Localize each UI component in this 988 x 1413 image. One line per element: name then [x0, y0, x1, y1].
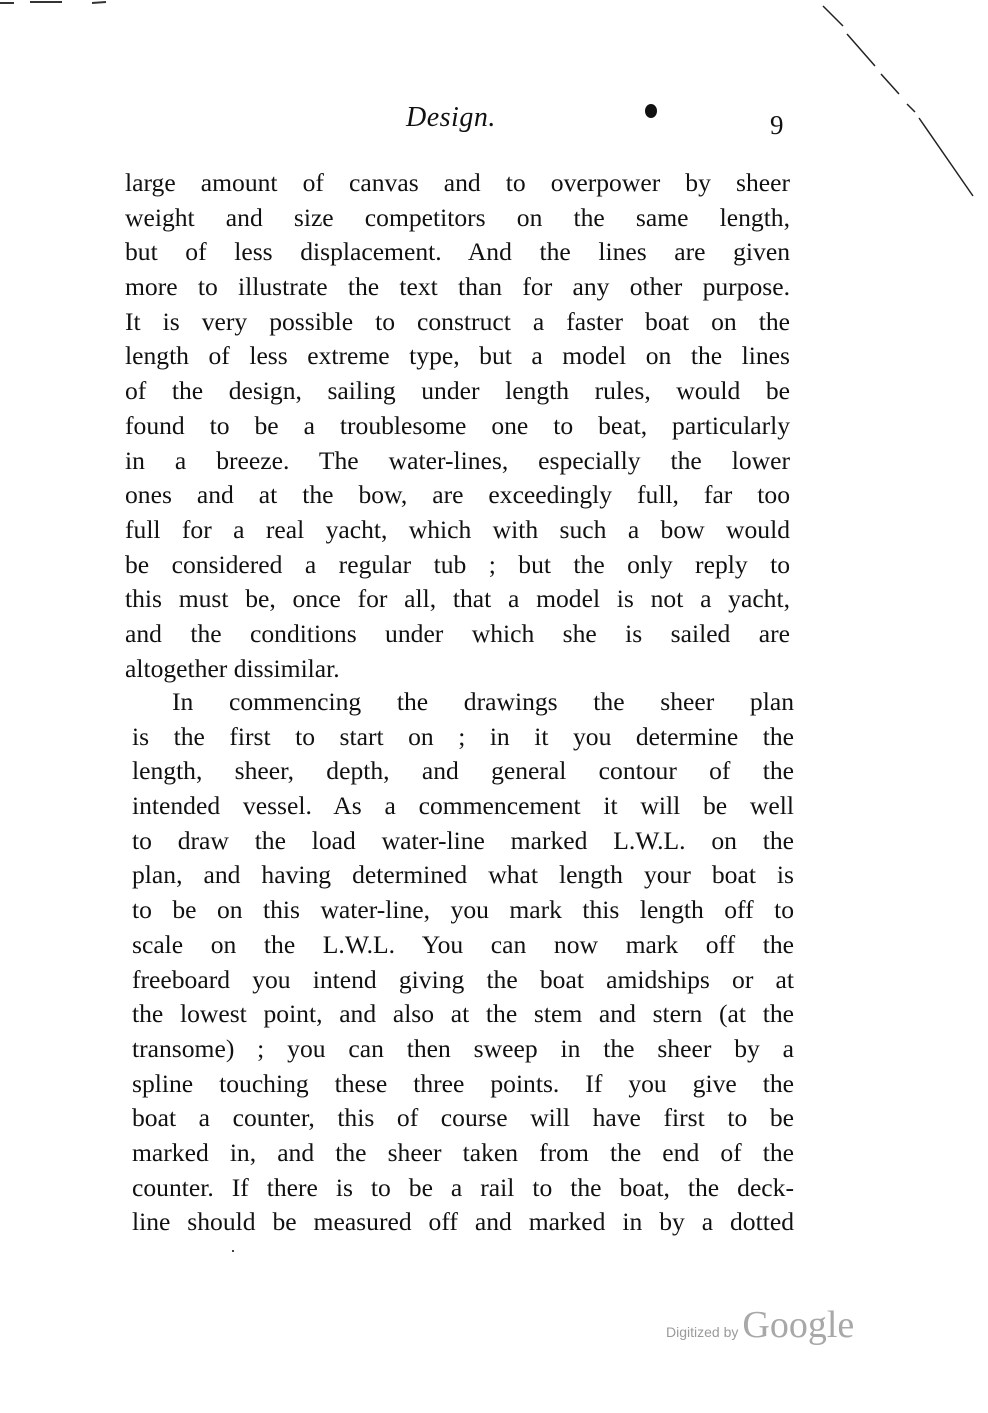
text-line: boat a counter, this of course will have first to be — [132, 1103, 794, 1133]
text-line: In commencing the drawings the sheer plan — [172, 687, 794, 716]
text-line: intended vessel. As a commencement it will be well — [132, 791, 794, 821]
text-line: length, sheer, depth, and general contour of the — [132, 756, 794, 786]
text-line: to draw the load water-line marked L.W.L. on the — [132, 825, 794, 855]
margin-pencil-mark — [815, 0, 988, 210]
text-line: but of less displacement. And the lines are given — [125, 237, 790, 267]
text-line: is the first to start on ; in it you determine the — [132, 721, 794, 751]
text-line: marked in, and the sheer taken from the end of the — [132, 1137, 794, 1167]
google-logo: Google — [742, 1304, 855, 1346]
text-line: scale on the L.W.L. You can now mark off the — [132, 929, 794, 959]
ink-dot — [645, 104, 657, 118]
digitized-by-google-stamp — [666, 1303, 854, 1347]
scan-speck — [232, 1250, 234, 1252]
text-line: line should be measured off and marked in by a dotted — [132, 1207, 794, 1237]
text-line: this must be, once for all, that a model is not a yacht, — [125, 584, 790, 614]
text-line: ones and at the bow, are exceedingly full, far too — [125, 480, 790, 510]
text-line: be considered a regular tub ; but the only reply to — [125, 549, 790, 579]
digitized-label: Digitized by — [666, 1324, 739, 1340]
page-number: 9 — [770, 110, 784, 140]
text-line: It is very possible to construct a faster boat on the — [125, 306, 790, 336]
running-head-title: Design. — [406, 102, 496, 133]
text-line: large amount of canvas and to overpower by sheer — [125, 168, 790, 197]
text-line: freeboard you intend giving the boat amidships or at — [132, 964, 794, 994]
text-line: and the conditions under which she is sailed are — [125, 618, 790, 648]
text-line: plan, and having determined what length your boat is — [132, 860, 794, 890]
scan-artifact-top-left — [0, 0, 110, 6]
text-line: of the design, sailing under length rules, would be — [125, 376, 790, 406]
paragraph-1 — [125, 166, 790, 686]
text-line: transome) ; you can then sweep in the sheer by a — [132, 1033, 794, 1063]
text-line: found to be a troublesome one to beat, particularly — [125, 410, 790, 440]
text-line: to be on this water-line, you mark this length off to — [132, 895, 794, 925]
text-line: spline touching these three points. If you give the — [132, 1068, 794, 1098]
text-line: counter. If there is to be a rail to the boat, the deck- — [132, 1172, 794, 1202]
text-line: full for a real yacht, which with such a bow would — [125, 514, 790, 544]
text-line: more to illustrate the text than for any other purpose. — [125, 272, 790, 302]
text-line: the lowest point, and also at the stem and stern (at the — [132, 999, 794, 1029]
text-line: altogether dissimilar. — [125, 653, 340, 683]
paragraph-2 — [132, 685, 794, 1240]
text-line: length of less extreme type, but a model on the lines — [125, 341, 790, 371]
text-line: in a breeze. The water-lines, especially the lower — [125, 445, 790, 475]
text-line: weight and size competitors on the same length, — [125, 202, 790, 232]
